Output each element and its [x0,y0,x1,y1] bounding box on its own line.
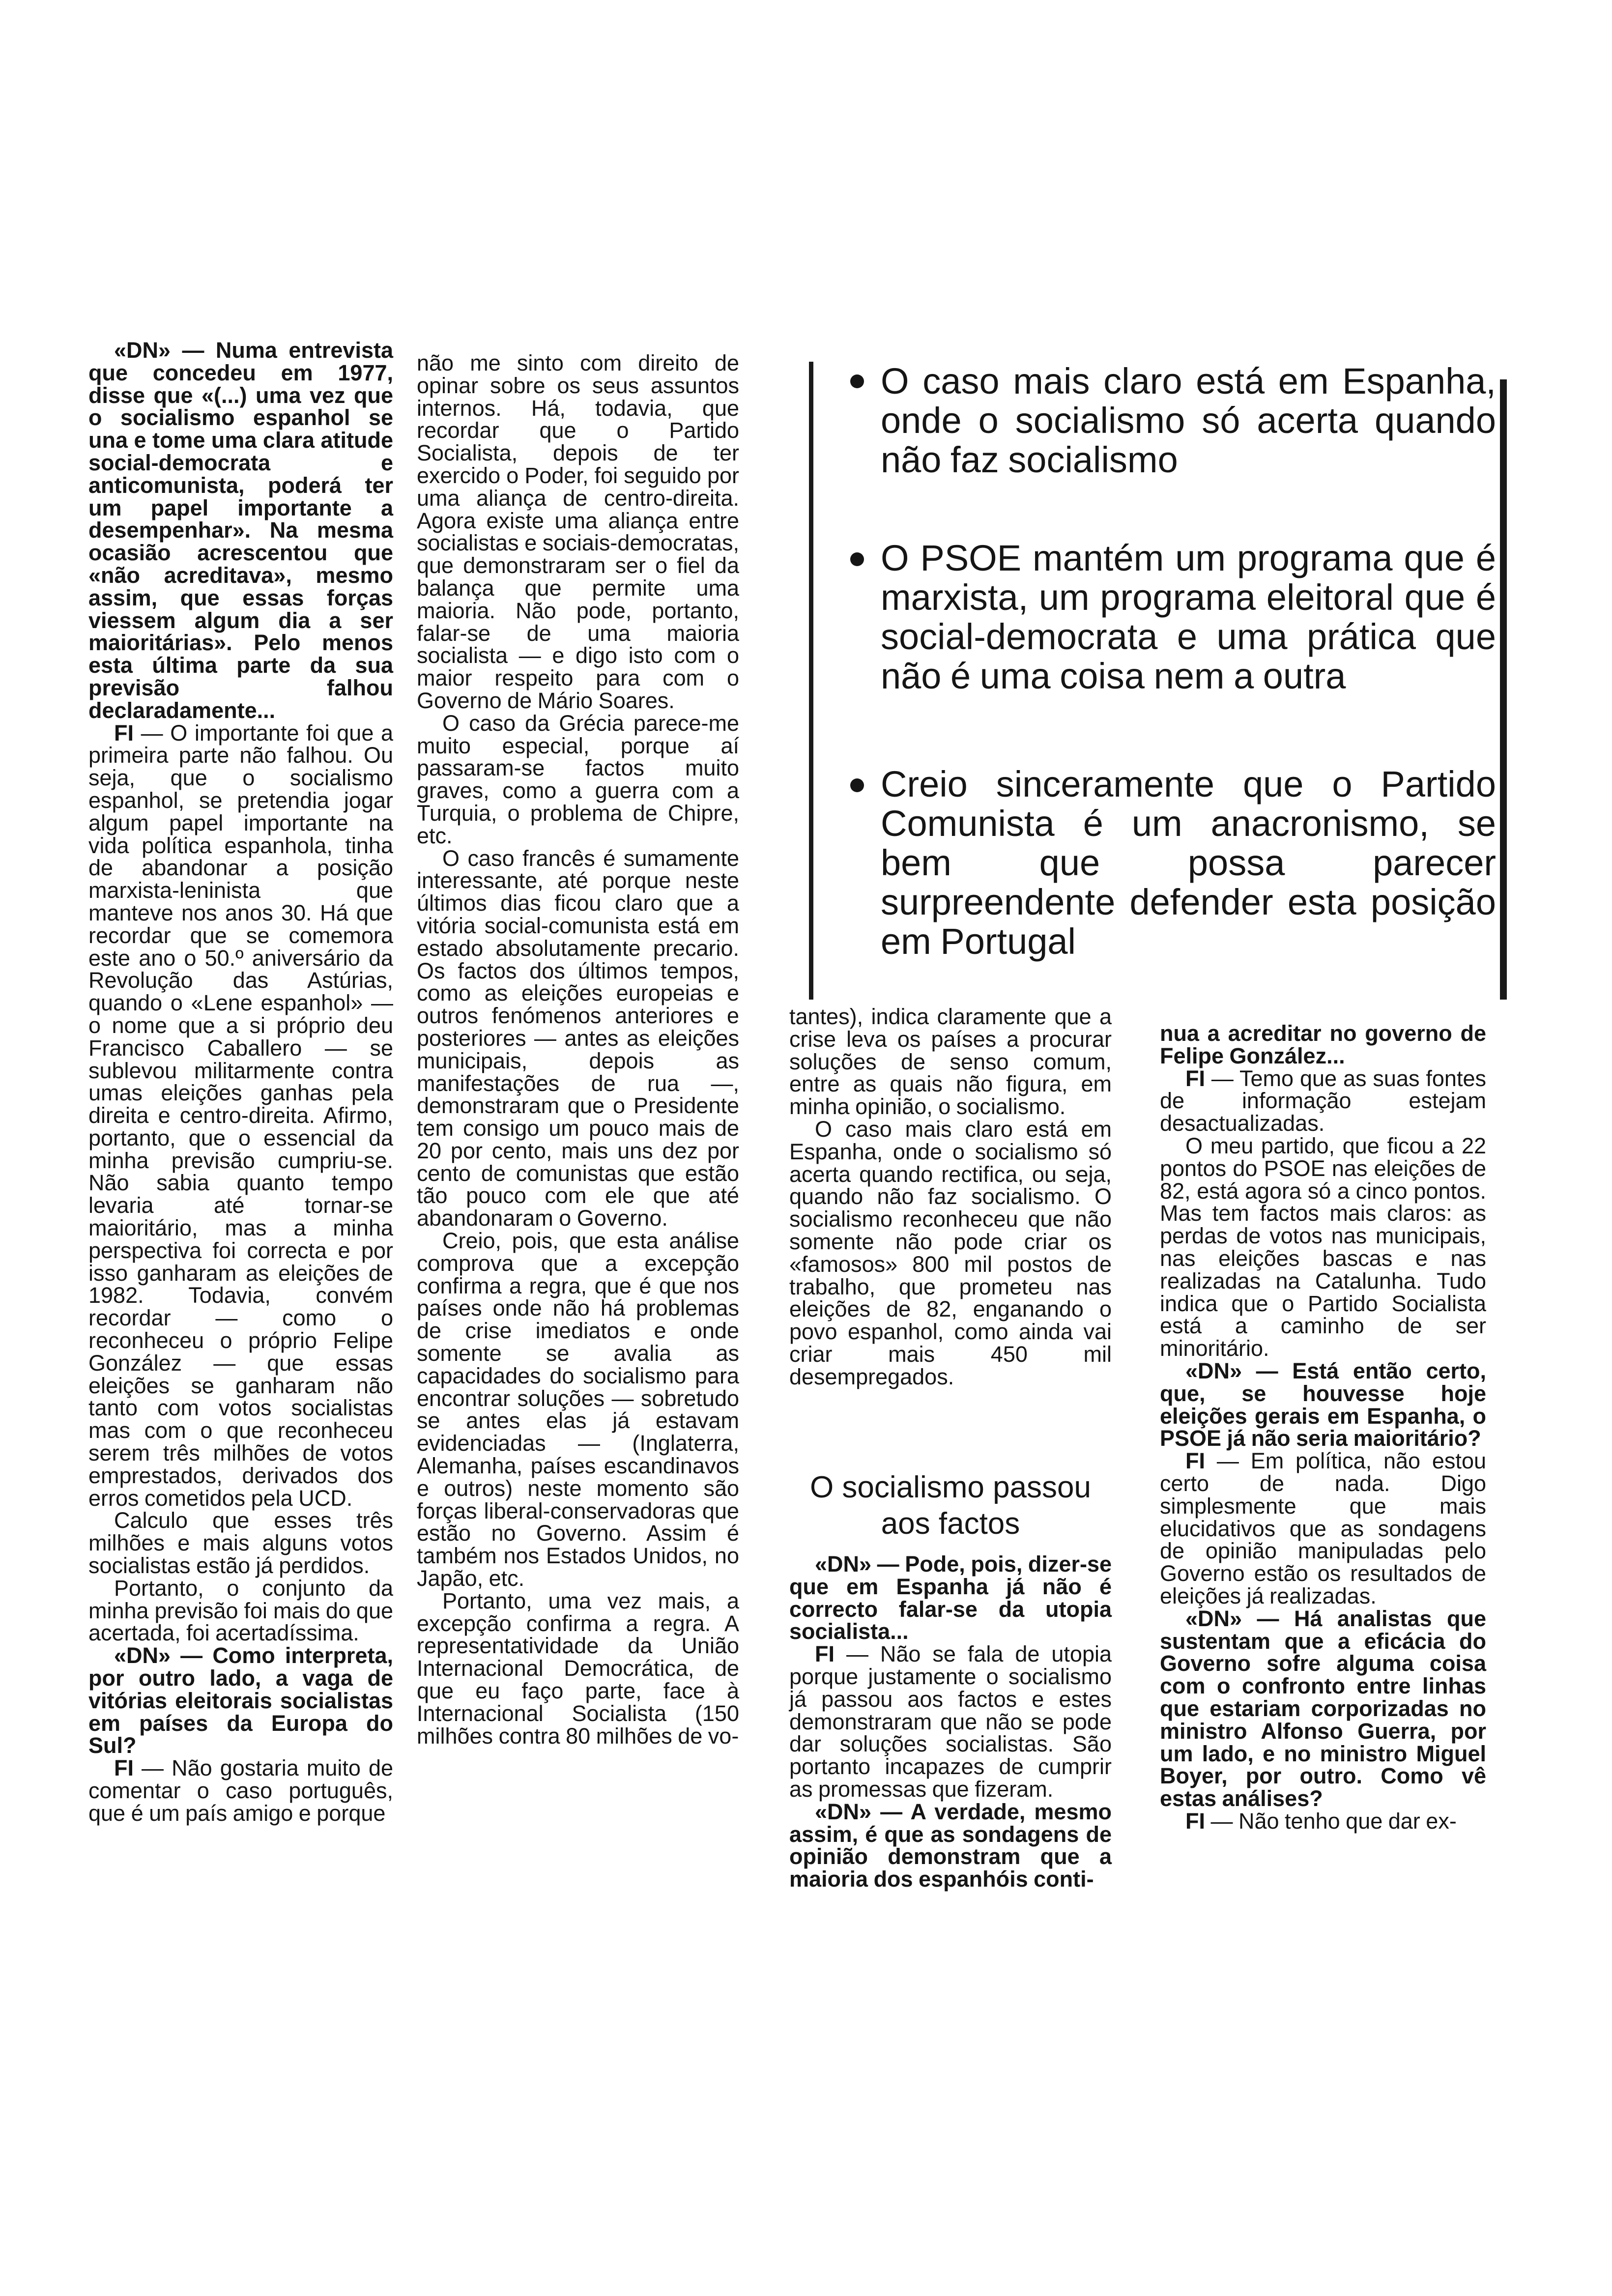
body-paragraph: O caso da Grécia parece-me muito especial, porque aí passaram-se factos muito graves, como a guerra com a Turquia, o problema de Chipre, etc. [417,710,739,848]
pull-quote-text: O PSOE mantém um programa que é marxista, um programa eleitoral que é social-democrata e uma prática que não é uma coisa nem a outra [881,538,1496,696]
article-column-2 [417,352,739,1747]
article-column-1 [88,339,393,1825]
answer-paragraph [1160,1450,1486,1607]
speaker-label: FI [114,1755,134,1781]
pull-quote-text: Creio sinceramente que o Partido Comunista é um anacronismo, se bem que possa parecer surpreendente defender esta posição em Portugal [881,764,1496,962]
body-paragraph: O caso mais claro está em Espanha, onde o socialismo só acerta quando rectifica, ou seja, quando não faz socialismo. O socialismo reconheceu que não somente não pode criar os «famosos» 800 mil postos de trabalho, que prometeu nas eleições de 82, enganando o povo espanhol, como ainda vai criar mais 450 mil desempregados. [789,1116,1112,1389]
answer-text: — Não tenho que dar ex- [1205,1808,1457,1834]
speaker-label: FI [1185,1448,1205,1474]
callout-right-rule [1500,379,1507,1000]
article-column-3-continued [789,1553,1112,1891]
answer-text: — Não se fala de utopia porque justamente o socialismo já passou aos factos e estes demonstraram que não se pode dar soluções socialistas. São portanto incapazes de cumprir as promessas que fizeram. [789,1641,1112,1802]
pull-quote-text: O caso mais claro está em Espanha, onde o socialismo só acerta quando não faz socialismo [881,361,1496,480]
bullet-icon [850,778,864,792]
question-paragraph: «DN» — Está então certo, que, se houvesse hoje eleições gerais em Espanha, o PSOE já não seria maioritário? [1160,1358,1486,1451]
answer-paragraph [1160,1067,1486,1135]
speaker-label: FI [815,1641,835,1667]
pull-quote-box [809,362,1507,1000]
body-paragraph: O meu partido, que ficou a 22 pontos do PSOE nas eleições de 82, está agora só a cinco pontos. Mas tem factos mais claros: as perdas de votos nas municipais, nas eleições bascas e nas realizadas na Catalunha. Tudo indica que o Partido Socialista está a caminho de ser minoritário. [1160,1133,1486,1361]
answer-paragraph [88,1757,393,1824]
body-paragraph: Creio, pois, que esta análise comprova que a excepção confirma a regra, que é que nos países onde não há problemas de crise imediatos e onde somente se avalia as capacidades do socialismo para encontrar soluções — sobretudo se antes elas já estavam evidenciadas — (Inglaterra, Alemanha, países escandinavos e outros) neste momento são forças liberal-conservadoras que estão no Governo. Assim é também nos Estados Unidos, no Japão, etc. [417,1228,739,1591]
question-paragraph: «DN» — Numa entrevista que concedeu em 1977, disse que «(...) uma vez que o socialismo espanhol se una e tome uma clara atitude social-democrata e anticomunista, poderá ter um papel importante a desempenhar». Na mesma ocasião acrescentou que «não acreditava», mesmo assim, que essas forças viessem algum dia a ser maioritárias». Pelo menos esta última parte da sua previsão falhou declaradamente... [88,338,393,723]
section-subheading: O socialismo passou aos factos [809,1470,1092,1541]
question-paragraph: «DN» — A verdade, mesmo assim, é que as sondagens de opinião demonstram que a maioria dos espanhóis conti- [789,1799,1112,1892]
body-paragraph: tantes), indica claramente que a crise leva os países a procurar soluções de senso comum, entre as quais não figura, em minha opinião, o socialismo. [789,1004,1112,1119]
callout-left-rule [809,362,813,1000]
bullet-icon [850,374,864,388]
answer-text: — Não gostaria muito de comentar o caso português, que é um país amigo e porque [88,1755,393,1826]
question-paragraph: nua a acreditar no governo de Felipe González... [1160,1021,1486,1068]
answer-paragraph [88,722,393,1510]
answer-paragraph [1160,1810,1486,1833]
speaker-label: FI [114,720,134,746]
question-paragraph: «DN» — Como interpreta, por outro lado, a vaga de vitórias eleitorais socialistas em países da Europa do Sul? [88,1643,393,1758]
answer-paragraph [789,1643,1112,1801]
bullet-icon [850,552,864,566]
question-paragraph: «DN» — Pode, pois, dizer-se que em Espanha já não é correcto falar-se da utopia socialista... [789,1551,1112,1644]
article-column-3 [789,1005,1112,1388]
body-paragraph: Calculo que esses três milhões e mais alguns votos socialistas estão já perdidos. [88,1508,393,1578]
body-paragraph: não me sinto com direito de opinar sobre os seus assuntos internos. Há, todavia, que recordar que o Partido Socialista, depois de ter exercido o Poder, foi seguido por uma aliança de centro-direita. Agora existe uma aliança entre socialistas e sociais-democratas, que demonstraram ser o fiel da balança que permite uma maioria. Não pode, portanto, falar-se de uma maioria socialista — e digo isto com o maior respeito para com o Governo de Mário Soares. [417,350,739,713]
answer-text: — Temo que as suas fontes de informação estejam desactualizadas. [1160,1065,1486,1136]
answer-text: — Em política, não estou certo de nada. Digo simplesmente que mais elucidativos que as sondagens de opinião manipuladas pelo Governo estão os resultados de eleições já realizadas. [1160,1448,1486,1608]
article-column-4 [1160,1022,1486,1833]
speaker-label: FI [1185,1065,1205,1091]
speaker-label: FI [1185,1808,1205,1834]
body-paragraph: Portanto, o conjunto da minha previsão foi mais do que acertada, foi acertadíssima. [88,1575,393,1646]
body-paragraph: O caso francês é sumamente interessante, até porque neste últimos dias ficou claro que a vitória social-comunista está em estado absolutamente precario. Os factos dos últimos tempos, como as eleições europeias e outros fenómenos anteriores e posteriores — antes as eleições municipais, depois as manifestações de rua —, demonstraram que o Presidente tem consigo um pouco mais de 20 por cento, mais uns dez por cento de comunistas que estão tão pouco com ele que até abandonaram o Governo. [417,845,739,1231]
question-paragraph: «DN» — Há analistas que sustentam que a eficácia do Governo sofre alguma coisa com o confronto entre linhas que estariam corporizadas no ministro Alfonso Guerra, por um lado, e no ministro Miguel Boyer, por outro. Como vê estas análises? [1160,1606,1486,1811]
body-paragraph: Portanto, uma vez mais, a excepção confirma a regra. A representatividade da União Internacional Democrática, de que eu faço parte, face à Internacional Socialista (150 milhões contra 80 milhões de vo- [417,1588,739,1749]
answer-text: — O importante foi que a primeira parte não falhou. Ou seja, que o socialismo espanhol, se pretendia jogar algum papel importante na vida política espanhola, tinha de abandonar a posição marxista-leninista que manteve nos anos 30. Há que recordar que se comemora este ano o 50.º aniversário da Revolução das Astúrias, quando o «Lene espanhol» — o nome que a si próprio deu Francisco Caballero — se sublevou militarmente contra umas eleições ganhas pela direita e centro-direita. Afirmo, portanto, que o essencial da minha previsão cumpriu-se. Não sabia quanto tempo levaria até tornar-se maioritário, mas a minha perspectiva foi correcta e por isso ganharam as eleições de 1982. Todavia, convém recordar — como o reconheceu o próprio Felipe González — que essas eleições se ganharam não tanto com votos socialistas mas com o que reconheceu serem três milhões de votos emprestados, derivados dos erros cometidos pela UCD. [88,720,393,1511]
